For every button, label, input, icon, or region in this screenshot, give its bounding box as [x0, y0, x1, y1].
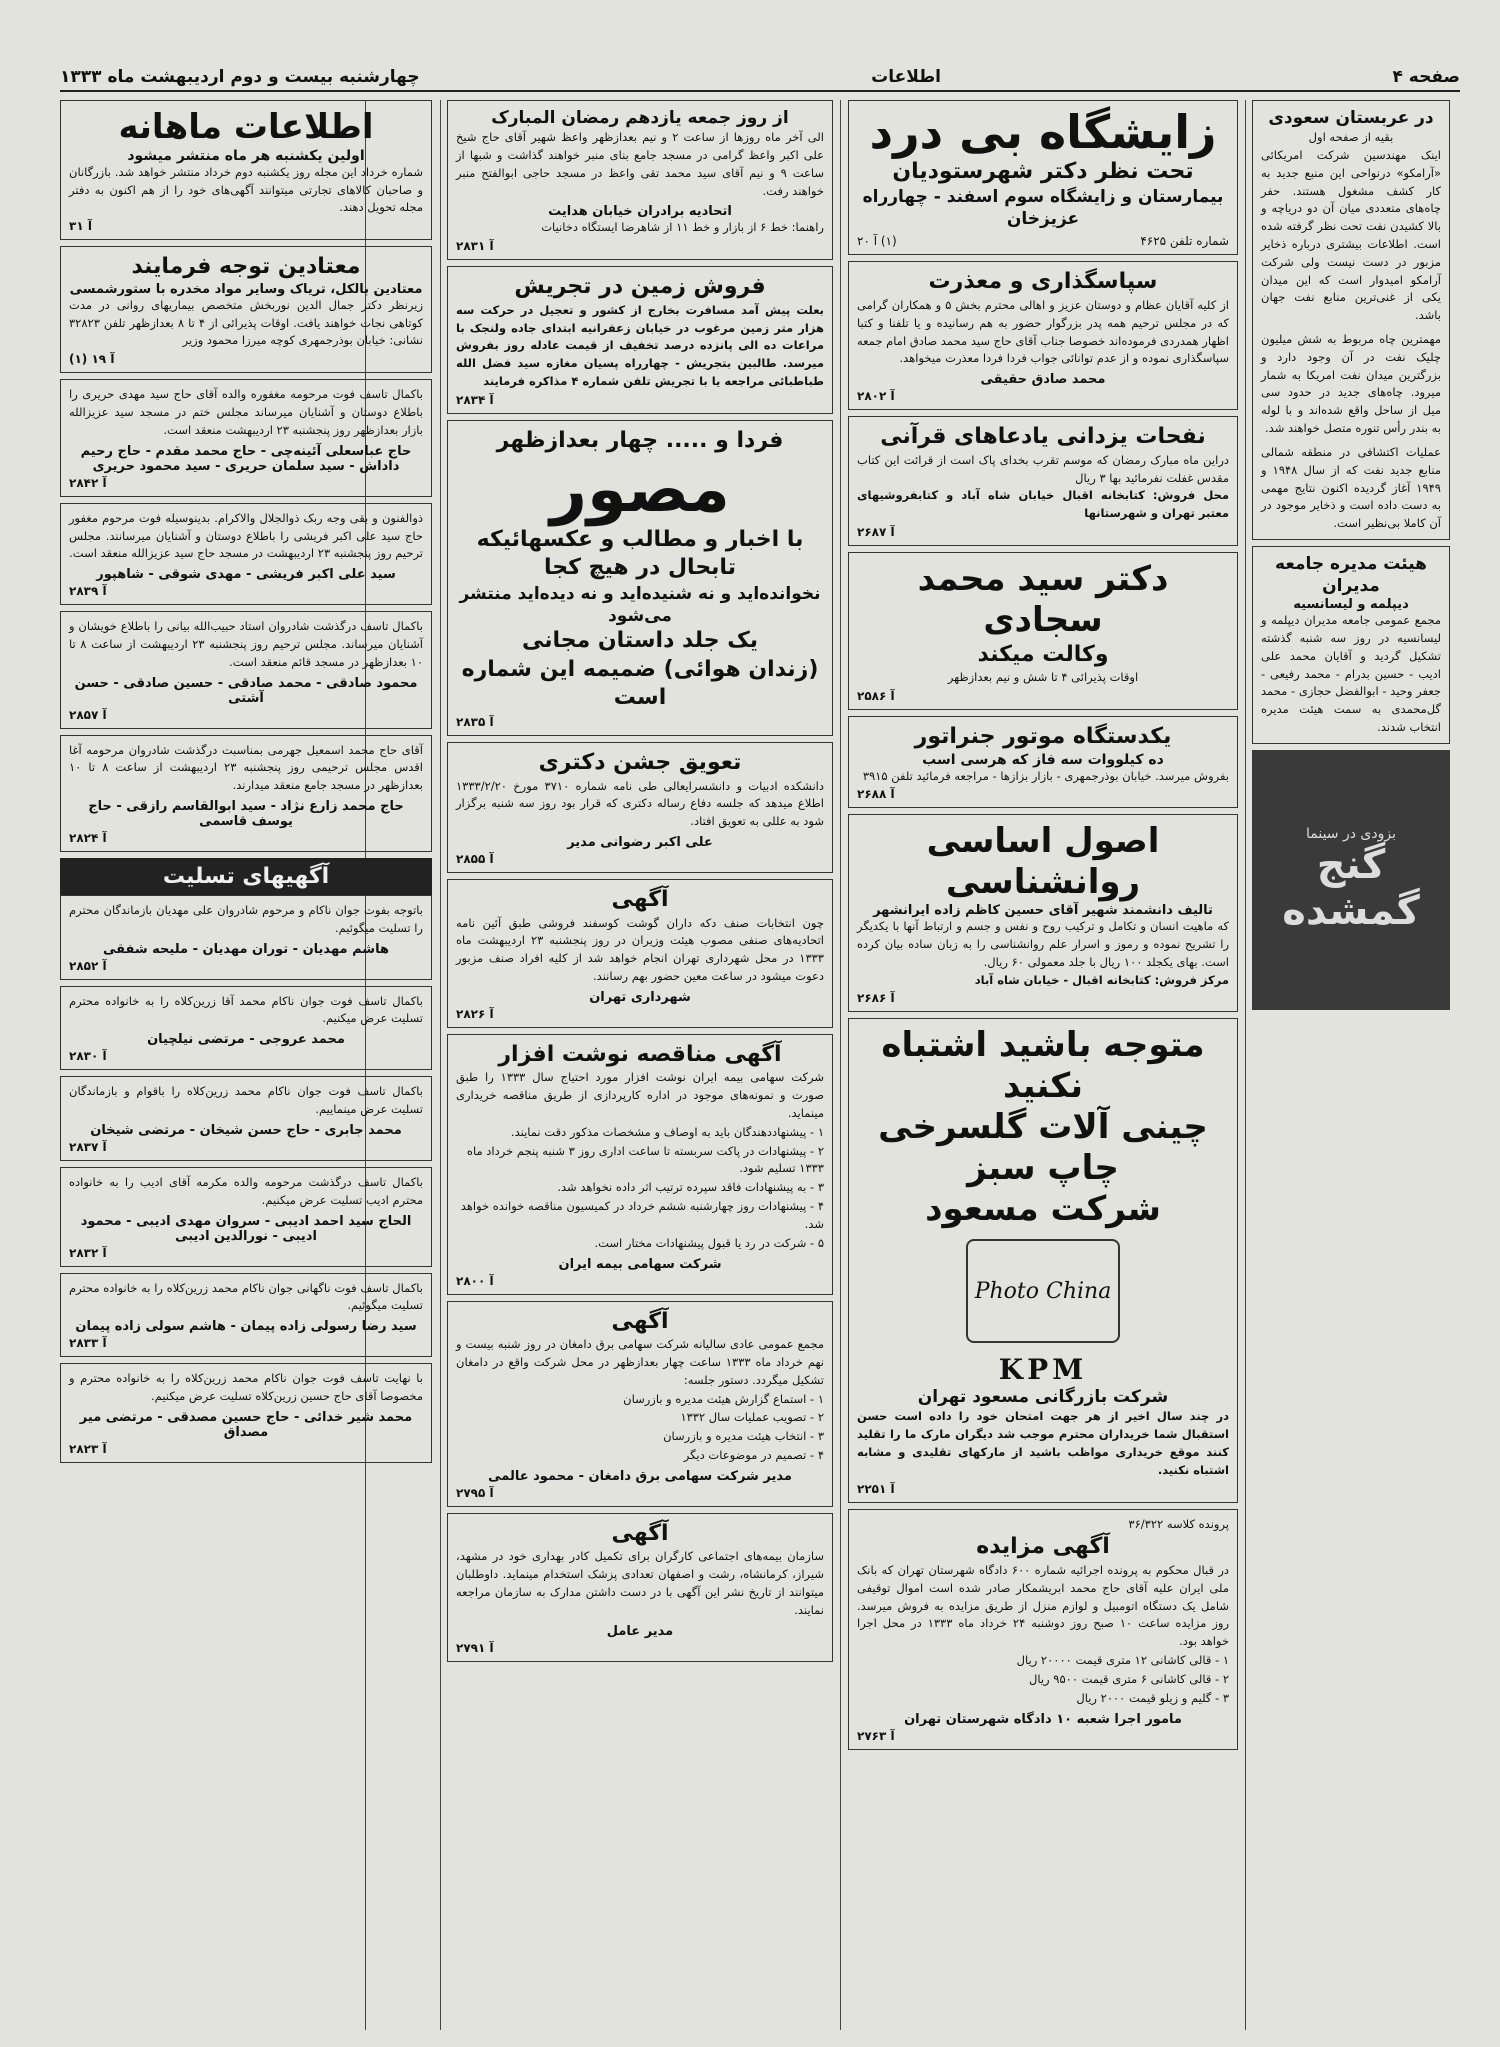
- preach-ad: [447, 100, 833, 260]
- tender-body: شرکت سهامی بیمه ایران نوشت افزار مورد احتیاج سال ۱۳۳۳ را طبق صورت و نمونه‌های موجود در اداره کارپردازی از طریق مناقصه خریداری مینماید.: [456, 1070, 824, 1121]
- addict-sub: معتادین بالکل، تریاک وسایر مواد مخدره با ستورشمسی: [69, 281, 423, 297]
- phd-body: دانشکده ادبیات و دانشسرایعالی طی نامه شماره ۳۷۱۰ مورخ ۱۳۳۳/۲/۲۰ اطلاع میدهد که جلسه دفاع رساله دکتری که قرار بود روز سه شنبه برگزار شود به عللی به تعویق افتاد.: [456, 778, 824, 829]
- thanks-signature: محمد صادق حقیقی: [980, 372, 1106, 388]
- lawyer-code: آ ۲۵۸۶: [857, 689, 895, 704]
- column-4: [60, 100, 432, 1469]
- association-title: هیئت مدیره جامعه مدیران: [1275, 553, 1427, 597]
- death-code: آ ۲۸۳۹: [69, 584, 107, 599]
- info-code: آ ۳۱: [69, 219, 92, 234]
- saudi-article: [1252, 100, 1450, 540]
- condolence-body: باکمال تاسف فوت جوان ناکام محمد زرین‌کلاه را باقوام و بازماندگان تسلیت عرض مینماییم.: [69, 1084, 423, 1117]
- thanks-code: آ ۲۸۰۲: [857, 389, 895, 404]
- notice2-item: ۱ - استماع گزارش هیئت مدیره و بازرسان: [623, 1391, 824, 1406]
- quran-title: نفحات یزدانی یادعاهای قرآنی: [880, 424, 1206, 450]
- magazine-sub: با اخبار و مطالب و عکسهائیکه تابحال در هیچ کجا: [476, 526, 804, 581]
- magazine-sub2: نخوانده‌اید و نه شنیده‌اید و نه دیده‌اید منتشر می‌شود: [459, 583, 821, 627]
- notice2-code: آ ۲۷۹۵: [456, 1485, 494, 1500]
- condolence-code: آ ۲۸۲۳: [69, 1441, 107, 1456]
- phd-signature: علی اکبر رضوانی مدیر: [567, 834, 713, 850]
- tender-items: [456, 1124, 824, 1253]
- photo-china-logo: Photo China: [966, 1239, 1120, 1343]
- condolence-body: باتوجه بفوت جوان ناکام و مرحوم شادروان علی مهدیان بازماندگان محترم را تسلیت میگوئیم.: [69, 903, 423, 935]
- death-names: محمود صادقی - محمد صادقی - حسین صادقی - حسن آشتی: [74, 675, 418, 706]
- hospital-title: زایشگاه بی درد: [869, 105, 1217, 159]
- notice3-code: آ ۲۷۹۱: [456, 1640, 494, 1655]
- caution-code: آ ۲۲۵۱: [857, 1481, 895, 1496]
- generator-code: آ ۲۶۸۸: [857, 787, 895, 802]
- magazine-title: مصور: [550, 453, 730, 528]
- page-number: صفحه ۴: [1392, 67, 1460, 87]
- death-notice: [60, 611, 432, 728]
- notice1-body: چون انتخابات صنف دکه داران گوشت کوسفند فروشی طبق آئین نامه اتحادیه‌های صنفی مصوب هیئت وزیران در روز پنجشنبه ۲۳ اردیبهشت ماه ۱۳۳۳ در محل شهرداری تهران انجام خواهد شد از کلیه افراد صنف مزبور دعوت میشود در ساعت معین حضور بهم رسانند.: [456, 915, 824, 984]
- quran-sale: محل فروش: کتابخانه اقبال خیابان شاه آباد و کتابفروشیهای معتبر تهران و شهرستانها: [857, 488, 1229, 521]
- generator-sub: ده کیلووات سه فاز که هرسی اسب: [922, 751, 1164, 768]
- notice2-item: ۴ - تصمیم در موضوعات دیگر: [683, 1448, 824, 1463]
- info-sub: اولین یکشنبه هر ماه منتشر میشود: [127, 147, 365, 164]
- thanks-body: از کلیه آقایان عظام و دوستان عزیز و اهالی محترم بخش ۵ و همکاران گرامی که در مجلس ترحیم همه پدر بزرگوار حضور به هم رسانیده و یا تلفنا و کتبا اظهار همدردی فرموده‌اند خصوصا جناب آقای حاج سید محمد صادق امام جمعه سپاسگذاری نموده و از عدم توانائی جواب فردا فردا معذرت میخواهد.: [857, 297, 1230, 366]
- monthly-magazine-ad: [60, 100, 432, 240]
- film-title: گنج گمشده: [1282, 841, 1420, 934]
- thanks-title: سپاسگذاری و معذرت: [928, 269, 1158, 295]
- phd-title: تعویق جشن دکتری: [538, 749, 742, 775]
- addiction-ad: [60, 246, 432, 373]
- column-1: [1252, 100, 1450, 1010]
- notice3-signature: مدیر عامل: [606, 1623, 674, 1639]
- condolence-names: محمد جابری - حاج حسن شیخان - مرتضی شیخان: [90, 1122, 402, 1138]
- auction-title: آگهی مزایده: [976, 1534, 1110, 1560]
- column-3: [447, 100, 833, 1668]
- condolence-names: هاشم مهدیان - توران مهدیان - ملیحه شفقی: [103, 941, 389, 957]
- condolence-body: با نهایت تاسف فوت جوان ناکام محمد زرین‌کلاه را به خانواده محترم و مخصوصا آقای حاج حسین زرین‌کلاه تسلیت عرض میکنیم.: [69, 1371, 423, 1403]
- preach-route: راهنما: خط ۶ از بازار و خط ۱۱ از شاهرضا ایستگاه دخانیات: [541, 220, 824, 235]
- death-notice: [60, 503, 432, 605]
- quran-code: آ ۲۶۸۷: [857, 525, 895, 540]
- company-name: شرکت بازرگانی مسعود تهران: [917, 1387, 1169, 1408]
- paper-name: اطلاعات: [871, 67, 941, 87]
- notice2-items: [456, 1391, 824, 1465]
- tender-item: ۲ - پیشنهادات در پاکت سربسته تا ساعت اداری روز ۳ شنبه پنجم خرداد ماه ۱۳۳۳ تسلیم شود.: [466, 1143, 824, 1176]
- condolence: [60, 1273, 432, 1358]
- column-2: [848, 100, 1238, 1756]
- lawyer-ad: [848, 552, 1238, 710]
- condolence-names: الحاج سید احمد ادیبی - سروان مهدی ادیبی - محمود ادیبی - نورالدین ادیبی: [80, 1213, 412, 1244]
- condolence-heading: آگهیهای تسلیت: [60, 858, 432, 895]
- death-names: حاج عباسعلی آئینه‌چی - حاج محمد مقدم - حاج رحیم داداش - سید سلمان حریری - سید محمود حریری: [80, 443, 412, 474]
- land-body: بعلت پیش آمد مسافرت بخارج از کشور و تعجیل در حرکت سه هزار متر زمین مرغوب در خیابان زعفرانیه ابتدای جاده ولنجک با مراعات ده الی پانزده درصد تخفیف از قیمت عادله روز بفروش میرسد. طالبین بتجریش - چهارراه پسیان مغازه سید فضل الله طباطبائی مراجعه یا با تجریش تلفن شماره ۴ مذاکره فرمایند: [456, 302, 824, 388]
- condolence-names: سید رضا رسولی زاده پیمان - هاشم سولی زاده پیمان: [75, 1319, 417, 1335]
- auction-item: ۳ - گلیم و زیلو قیمت ۲۰۰۰ ریال: [1076, 1690, 1229, 1705]
- notice1-code: آ ۲۸۲۶: [456, 1006, 494, 1021]
- quran-body: دراین ماه مبارک رمضان که موسم تقرب بخدای پاک است از قرائت این کتاب مقدس غفلت نفرمائید بها ۳ ریال: [857, 452, 1229, 485]
- caution-sub1: چینی آلات گلسرخی چاپ سبز: [878, 1106, 1208, 1188]
- hospital-code: (۱) آ ۲۰: [857, 234, 897, 249]
- death-names: حاج محمد زارع نژاد - سید ابوالقاسم رازقی - حاج یوسف قاسمی: [88, 799, 404, 830]
- magazine-sub4: (زندان هوائی) ضمیمه این شماره است: [461, 656, 819, 711]
- china-ad: [848, 1018, 1238, 1502]
- psychology-title: اصول اساسی روانشناسی: [926, 821, 1160, 903]
- psychology-ad: [848, 814, 1238, 1012]
- info-title: اطلاعات ماهانه: [118, 107, 374, 147]
- auction-item: ۱ - قالی کاشانی ۱۲ متری قیمت ۲۰۰۰۰ ریال: [1016, 1653, 1229, 1668]
- generator-ad: [848, 716, 1238, 808]
- caution-body: در چند سال اخیر از هر جهت امتحان خود را داده است حسن استقبال شما خریداران محترم موجب شد دیگران مارک ما را تقلید کنند موقع خریداری مواظب باشید از مارکهای تقلیدی و مشابه اشتباه نکنید.: [857, 1409, 1229, 1477]
- addict-code: (۱) آ ۱۹: [69, 352, 115, 367]
- film-ad: [1252, 750, 1450, 1010]
- quran-ad: [848, 416, 1238, 546]
- magazine-code: آ ۲۸۳۵: [456, 714, 494, 729]
- lawyer-title: دکتر سید محمد سجادی: [917, 559, 1169, 640]
- condolence: [60, 1363, 432, 1463]
- auction-ad: [848, 1509, 1238, 1750]
- notice2-signature: مدیر شرکت سهامی برق دامغان - محمود عالمی: [488, 1468, 792, 1484]
- condolence: [60, 986, 432, 1071]
- tender-ad: [447, 1034, 833, 1295]
- tender-signature: شرکت سهامی بیمه ایران: [558, 1256, 722, 1272]
- saudi-title: در عربستان سعودی: [1268, 108, 1434, 128]
- hospital-ad: [848, 100, 1238, 255]
- magazine-sub3: یک جلد داستان مجانی: [521, 628, 759, 654]
- generator-body: بفروش میرسد. خیابان بوذرجمهری - بازار بزازها - مراجعه فرمائید تلفن ۳۹۱۵: [862, 768, 1229, 783]
- notice-1: [447, 879, 833, 1028]
- condolence-names: محمد شیر خدائی - حاج حسین مصدقی - مرتضی میر مصداق: [79, 1409, 413, 1440]
- magazine-tomorrow: فردا و ..... چهار بعدازظهر: [496, 427, 784, 453]
- psychology-code: آ ۲۶۸۶: [857, 991, 895, 1006]
- tender-item: ۳ - به پیشنهادات فاقد سپرده ترتیب اثر داده نخواهد شد.: [557, 1180, 824, 1195]
- tender-item: ۴ - پیشنهادات روز چهارشنبه ششم خرداد در کمیسیون مناقصه خوانده خواهد شد.: [460, 1199, 824, 1231]
- notice2-title: آگهی: [611, 1308, 669, 1334]
- notice-3: [447, 1513, 833, 1662]
- death-body: باکمال تاسف درگذشت شادروان استاد حبیب‌الله بیانی را باطلاع خویشان و آشنایان میرساند. مجلس ترحیم روز پنجشنبه ۲۳ اردیبهشت از ساعت ۸ تا ۱۰ بعدازظهر در مسجد قائم منعقد است.: [69, 619, 423, 669]
- association-news: [1252, 546, 1450, 744]
- addict-title: معتادین توجه فرمایند: [131, 254, 361, 280]
- death-notice: [60, 735, 432, 852]
- generator-title: یکدستگاه موتور جنراتور: [914, 724, 1172, 750]
- tender-title: آگهی مناقصه نوشت افزار: [498, 1041, 782, 1067]
- auction-body: در قبال محکوم به پرونده اجرائیه شماره ۶۰۰ دادگاه شهرستان تهران که بانک ملی ایران علیه آقای حاج محمد ابریشمکار صادر شده است اموال توقیفی شامل یک دستگاه اتومبیل و لوازم منزل از طریق مزایده به فروش میرسد. روز مزایده ساعت ۱۰ صبح روز دوشنبه ۲۴ خرداد ماه ۱۳۳۳ در محل اجرا خواهد بود.: [857, 1563, 1230, 1649]
- condolence-names: محمد عروجی - مرتضی نیلچیان: [147, 1032, 345, 1048]
- thanks-ad: [848, 261, 1238, 410]
- kpm-mark: KPM: [998, 1353, 1088, 1387]
- condolence-body: باکمال تاسف فوت ناگهانی جوان ناکام محمد زرین‌کلاه را به خانواده محترم تسلیت میگوئیم.: [69, 1280, 423, 1313]
- psychology-sub: تالیف دانشمند شهیر آقای حسین کاظم زاده ایرانشهر: [873, 903, 1213, 919]
- land-ad: [447, 266, 833, 414]
- death-code: آ ۲۸۲۴: [69, 831, 107, 846]
- auction-items: [857, 1652, 1229, 1707]
- hospital-sub2: بیمارستان و زایشگاه سوم اسفند - چهارراه عزیزخان: [862, 187, 1224, 230]
- saudi-body-1: اینک مهندسین شرکت امریکائی «آرامکو» درنواحی این منبع جدید به کار کشف مشغول هستند. حفر چاه‌های متعددی میان آن دو دریاچه و بالا کشیدن نفت تحت نظر گرفته شده است. اطلاعات بیشتری درباره ذخایر مزبور در دست نیست ولی شرکت آرامکو امیدوار است که این میدان یکی از غنی‌ترین منابع نفت جهان باشد.: [1261, 147, 1441, 323]
- condolence-code: آ ۲۸۳۷: [69, 1139, 107, 1154]
- association-body: مجمع عمومی جامعه مدیران دیپلمه و لیسانسیه در روز سه شنبه گذشته تشکیل گردید و آقایان محمد علی ادیب - حسین بدرام - محمد رفیعی - جعفر وحید - ابوالفضل حجازی - محمد گل‌محمدی به سمت هیئت مدیره انتخاب شدند.: [1261, 613, 1441, 735]
- caution-sub2: شرکت مسعود: [925, 1188, 1161, 1229]
- lawyer-sub: وکالت میکند: [977, 641, 1109, 667]
- tender-item: ۵ - شرکت در رد یا قبول پیشنهادات مختار است.: [594, 1235, 824, 1250]
- auction-item: ۲ - قالی کاشانی ۶ متری قیمت ۹۵۰۰ ریال: [1028, 1671, 1229, 1686]
- auction-signature: مامور اجرا شعبه ۱۰ دادگاه شهرستان تهران: [904, 1711, 1182, 1727]
- addict-body: زیرنظر دکتر جمال الدین نوربخش متخصص بیماریهای روانی در مدت کوتاهی نجات خواهند یافت. اوقات پذیرائی از ۴ تا ۸ بعدازظهر تلفن ۳۲۸۲۳ نشانی: خیابان بوذرجمهری کوچه میرزا محمود وزیر: [69, 297, 423, 348]
- saudi-body-3: عملیات اکتشافی در منطقه شمالی منابع جدید نفت که از سال ۱۹۴۸ و ۱۹۴۹ آغاز گردیده اکنون نتایج مهمی به دست داده است و ذخایر موجود در آن کاملا بی‌نظیر است.: [1261, 444, 1441, 531]
- auction-code: آ ۲۷۶۳: [857, 1728, 895, 1743]
- notice1-signature: شهرداری تهران: [589, 989, 691, 1005]
- condolence-code: آ ۲۸۳۳: [69, 1336, 107, 1351]
- condolence: [60, 1167, 432, 1267]
- notice3-title: آگهی: [611, 1520, 669, 1546]
- phd-code: آ ۲۸۵۵: [456, 851, 494, 866]
- condolence-code: آ ۲۸۳۰: [69, 1049, 107, 1064]
- info-body: شماره خرداد این مجله روز یکشنبه دوم خرداد منتشر خواهد شد. بازرگانان و صاحبان کالاهای تجارتی میتوانند آگهی‌های خود را از هم اکنون به دفتر مجله تحویل دهند.: [69, 164, 423, 215]
- notice2-item: ۳ - انتخاب هیئت مدیره و بازرسان: [663, 1429, 824, 1444]
- hospital-phone: شماره تلفن ۴۶۲۵: [1140, 234, 1229, 249]
- notice1-title: آگهی: [611, 886, 669, 912]
- condolence: [60, 895, 432, 980]
- association-subtitle: دیپلمه و لیسانسیه: [1293, 597, 1409, 613]
- psychology-body: که ماهیت انسان و تکامل و ترکیب روح و نفس و جسم و ارتباط آنها با یکدیگر را تشریح نموده و رموز و اسرار علم روانشناسی را به زبان ساده بیان کرده است. بهای یکجلد ۱۰۰ ریال با جلد معمولی ۶۰ ریال.: [857, 919, 1229, 969]
- caution-title: متوجه باشید اشتباه نکنید: [881, 1025, 1205, 1107]
- death-body: باکمال تاسف فوت مرحومه مغفوره والده آقای حاج سید مهدی حریری را باطلاع دوستان و آشنایان میرساند مجلس ختم در مسجد سید عزیزالله بازار بعدازظهر روز پنجشنبه ۲۳ اردیبهشت منعقد است.: [69, 387, 423, 437]
- notice2-body: مجمع عمومی عادی سالیانه شرکت سهامی برق دامغان در روز شنبه بیست و نهم خرداد ماه ۱۳۳۳ ساعت چهار بعدازظهر در محل شرکت واقع در دامغان تشکیل میگردد. دستور جلسه:: [456, 1337, 824, 1387]
- death-code: آ ۲۸۵۷: [69, 707, 107, 722]
- condolence-body: باکمال تاسف فوت جوان ناکام محمد آقا زرین‌کلاه را به خانواده محترم تسلیت عرض میکنیم.: [69, 993, 423, 1026]
- tender-item: ۱ - پیشنهاددهندگان باید به اوصاف و مشخصات مذکور دقت نمایند.: [510, 1124, 824, 1139]
- page-header: [60, 64, 1460, 92]
- preach-title: از روز جمعه یازدهم رمضان المبارک: [491, 108, 789, 128]
- auction-case: پرونده کلاسه ۳۶/۳۲۲: [1128, 1516, 1229, 1531]
- lawyer-hours: اوقات پذیرائی ۴ تا شش و نیم بعدازظهر: [947, 670, 1139, 685]
- magazine-ad: [447, 420, 833, 736]
- notice-2: [447, 1301, 833, 1507]
- death-names: سید علی اکبر فریشی - مهدی شوقی - شاهپور: [96, 567, 396, 583]
- issue-date: چهارشنبه بیست و دوم اردیبهشت ماه ۱۳۳۳: [60, 67, 420, 87]
- land-code: آ ۲۸۳۴: [456, 392, 494, 407]
- preach-code: آ ۲۸۳۱: [456, 239, 494, 254]
- condolence-code: آ ۲۸۵۲: [69, 958, 107, 973]
- condolence-code: آ ۲۸۳۲: [69, 1245, 107, 1260]
- saudi-subtitle: بقیه از صفحه اول: [1308, 130, 1394, 145]
- saudi-body-2: مهمترین چاه مربوط به شش میلیون چلیک نفت در آن وجود دارد و بزرگترین میدان نفت امریکا به شمار میرود. چاه‌های جدید در حدود سی میل از ساحل واقع شده‌اند و با لوله به بندر رأس تنوره متصل خواهند شد.: [1261, 332, 1441, 436]
- death-body: آقای حاج محمد اسمعیل جهرمی بمناسبت درگذشت شادروان مرحومه آغا اقدس مجلس ترحیمی روز پنجشنبه ۲۳ اردیبهشت از ساعت ۸ تا ۱۰ بعدازظهر در مسجد جامع منعقد میدارند.: [69, 742, 423, 793]
- death-body: ذوالفنون و بقی وجه ربک ذوالجلال والاکرام. بدینوسیله فوت مرحوم مغفور حاج سید علی اکبر فریشی را باطلاع دوستان و آشنایان میرسانند. مجلس ترحیم روز پنجشنبه ۲۳ اردیبهشت در مسجد حاج سید عزیزالله منعقد است.: [69, 510, 423, 561]
- hospital-sub1: تحت نظر دکتر شهرستودیان: [892, 158, 1194, 184]
- preach-body: الی آخر ماه روزها از ساعت ۲ و نیم بعدازظهر واعظ شهیر آقای حاج شیخ علی اکبر واعظ گرامی در مسجد جامع بنای منبر خواهند گذاشت و شبها از ساعت ۹ و نیم آقای سید محمد تقی واعظ در مسجد حاجی ابوالفتح منبر خواهند رفت.: [456, 130, 824, 198]
- phd-ad: [447, 742, 833, 873]
- tender-code: آ ۲۸۰۰: [456, 1273, 494, 1288]
- death-code: آ ۲۸۴۲: [69, 475, 107, 490]
- condolence: [60, 1076, 432, 1161]
- preach-signature: اتحادیه برادران خیابان هدایت: [548, 204, 732, 220]
- death-notice: [60, 379, 432, 496]
- land-title: فروش زمین در تجریش: [514, 274, 766, 300]
- condolence-body: باکمال تاسف درگذشت مرحومه والده مکرمه آقای ادیب را به خانواده محترم ادیب تسلیت عرض میکنیم.: [69, 1174, 423, 1207]
- film-sub: بزودی در سینما: [1306, 825, 1397, 842]
- psychology-sale: مرکز فروش: کتابخانه اقبال - خیابان شاه آباد: [974, 972, 1229, 987]
- notice2-item: ۲ - تصویب عملیات سال ۱۳۳۲: [680, 1410, 824, 1425]
- notice3-body: سازمان بیمه‌های اجتماعی کارگران برای تکمیل کادر بهداری خود در مشهد، شیراز، کرمانشاه، رشت و اصفهان تعدادی پزشک استخدام مینماید. داوطلبان میتوانند از تاریخ نشر این آگهی با در دست داشتن مدارک به سازمان مراجعه نمایند.: [456, 1549, 824, 1617]
